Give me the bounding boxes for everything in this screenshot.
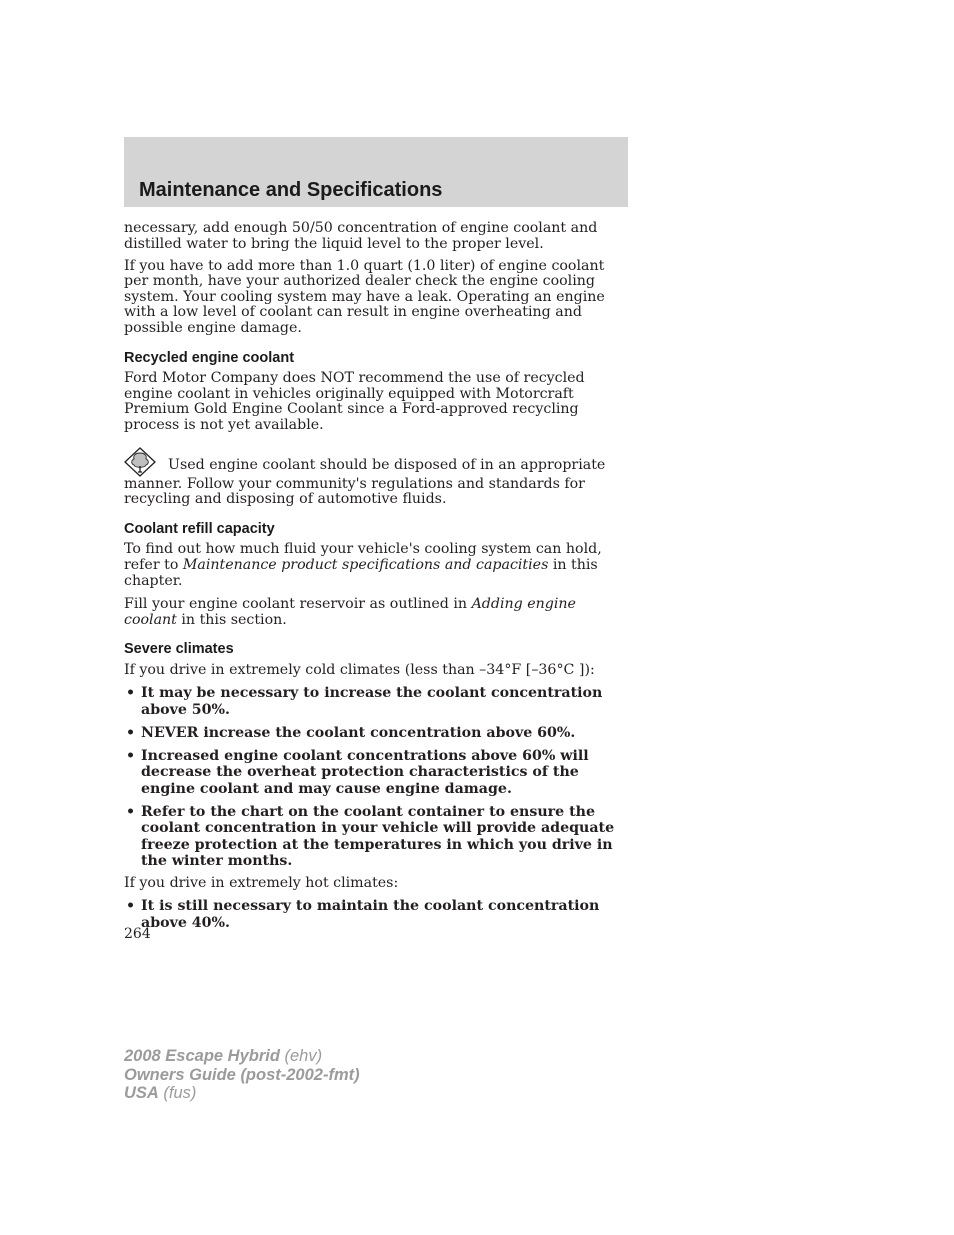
refill-paragraph-2: Fill your engine coolant reservoir as outlined in Adding engine coolant in this section. (124, 596, 576, 628)
severe-climates-heading: Severe climates (124, 641, 234, 658)
bullet-glyph: • (126, 747, 136, 764)
specifications-reference: Maintenance product specifications and capacities (182, 557, 549, 573)
disposal-paragraph (124, 447, 628, 508)
section-title: Maintenance and Specifications (139, 179, 443, 201)
disposal-text: Used engine coolant should be disposed of in an appropriate manner. Follow your community's regulations and standards for recycling and disposing of automotive fluids. (124, 456, 606, 508)
refill-capacity-heading: Coolant refill capacity (124, 520, 275, 537)
bullet-glyph: • (126, 898, 136, 915)
hot-climate-intro: If you drive in extremely hot climates: (124, 875, 399, 892)
page-content (124, 221, 628, 938)
bullet-glyph: • (126, 685, 136, 702)
refill-paragraph-1: To find out how much fluid your vehicle's cooling system can hold, refer to Maintenance product specifications and capacities in this chapter. (124, 541, 602, 589)
cold-climate-list (124, 685, 628, 870)
list-item: • NEVER increase the coolant concentration above 60%. (126, 724, 576, 741)
page-number: 264 (124, 926, 151, 942)
list-item: • Refer to the chart on the coolant container to ensure the coolant concentration in your vehicle will provide adequate freeze protection at the temperatures in which you drive in the winter months. (126, 803, 615, 870)
bullet-glyph: • (126, 803, 136, 820)
recycled-coolant-heading: Recycled engine coolant (124, 349, 295, 366)
list-item: • It is still necessary to maintain the coolant concentration above 40%. (126, 898, 600, 931)
footer-line-3: USA (fus) (124, 1084, 197, 1102)
cold-climate-intro: If you drive in extremely cold climates (less than –34°F [–36°C ]): (124, 661, 595, 678)
section-header-band (124, 137, 628, 207)
intro-paragraph-2: If you have to add more than 1.0 quart (1.0 liter) of engine coolant per month, have your authorized dealer check the engine cooling system. Your cooling system may have a leak. Operating an engine with a low level of coolant can result in engine overheating and possible engine damage. (124, 257, 605, 337)
adding-coolant-reference: Adding engine coolant (124, 596, 576, 628)
list-item: • Increased engine coolant concentrations above 60% will decrease the overheat protection characteristics of the engine coolant and may cause engine damage. (126, 747, 589, 797)
hot-climate-list (124, 898, 628, 931)
footer-line-2: Owners Guide (post-2002-fmt) (124, 1065, 360, 1084)
environment-tree-icon (124, 447, 156, 477)
recycled-coolant-paragraph: Ford Motor Company does NOT recommend the use of recycled engine coolant in vehicles originally equipped with Motorcraft Premium Gold Engine Coolant since a Ford-approved recycling process is not yet available. (124, 370, 585, 434)
document-footer (124, 1047, 360, 1103)
footer-line-1: 2008 Escape Hybrid (ehv) (124, 1047, 323, 1065)
list-item: • It may be necessary to increase the coolant concentration above 50%. (126, 685, 603, 718)
intro-paragraph-1: necessary, add enough 50/50 concentration of engine coolant and distilled water to bring the liquid level to the proper level. (124, 220, 598, 252)
bullet-glyph: • (126, 724, 136, 741)
